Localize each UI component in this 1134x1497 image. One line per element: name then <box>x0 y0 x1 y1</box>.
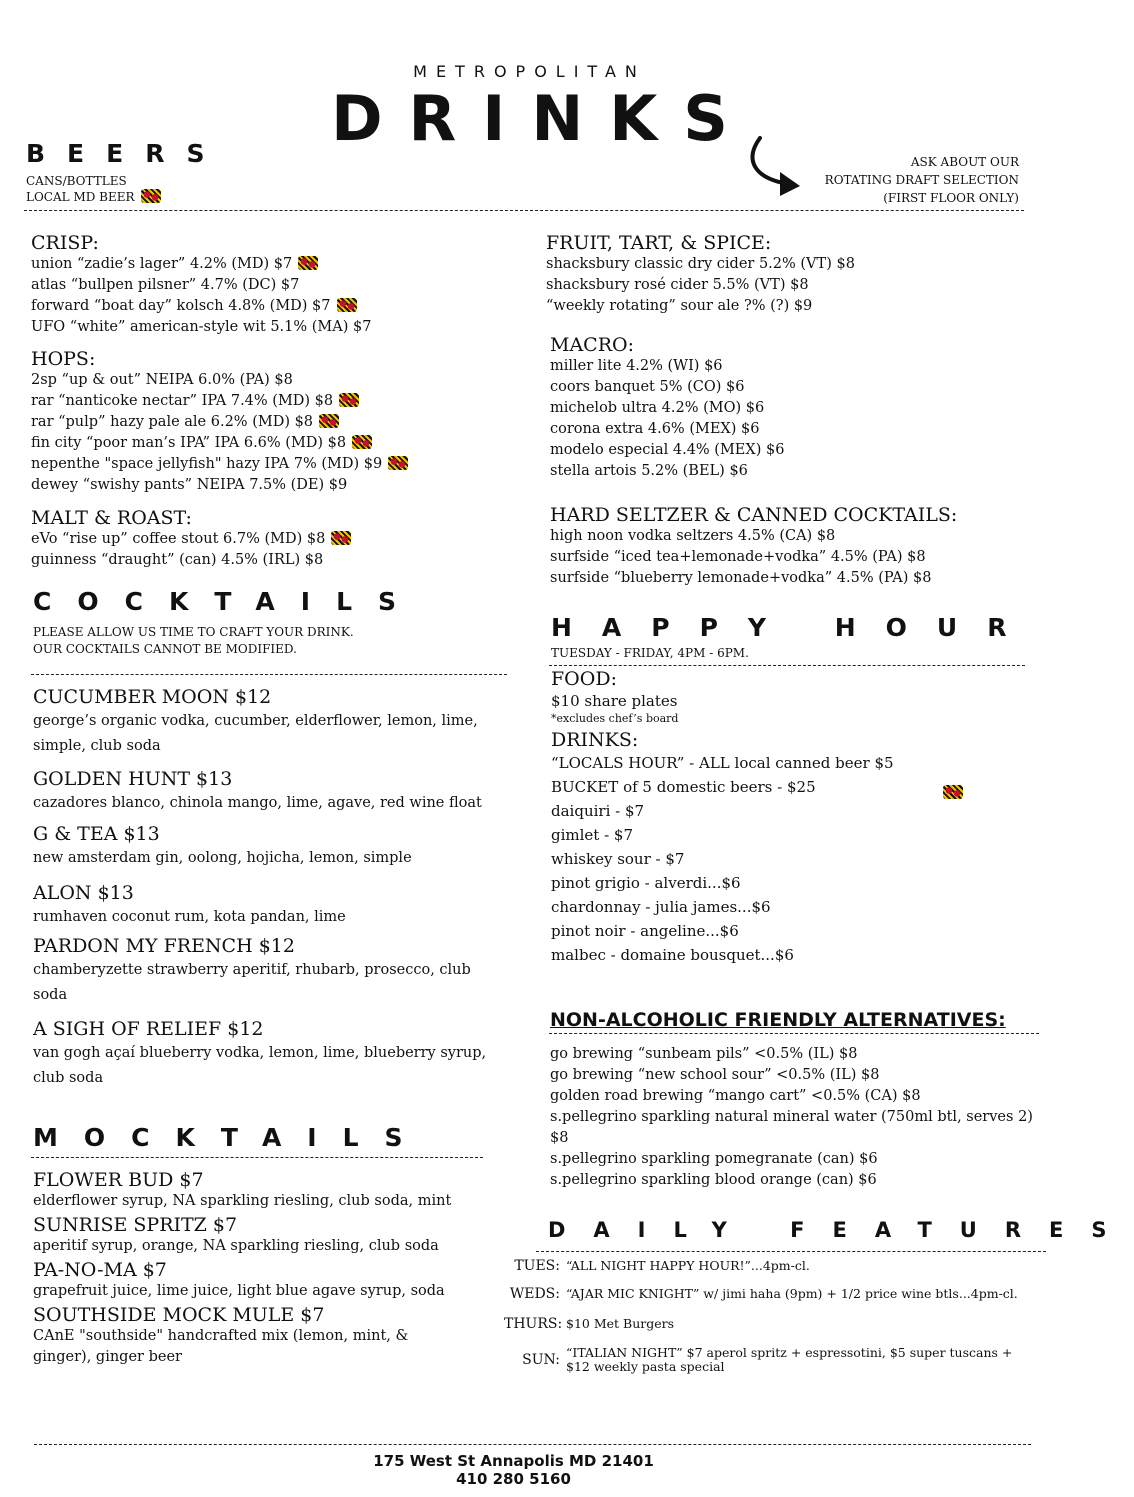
list-item <box>550 1107 1040 1149</box>
list-item <box>550 377 1040 398</box>
cocktails-notes <box>33 624 354 658</box>
item-text: “LOCALS HOUR” - ALL local canned beer $5 <box>551 754 894 772</box>
macro-block <box>550 334 1040 482</box>
list-item <box>550 568 1040 589</box>
daily-features-list <box>504 1258 1021 1374</box>
cocktail-name: PARDON MY FRENCH $12 <box>33 935 295 957</box>
cocktail-name: CUCUMBER MOON $12 <box>33 686 272 708</box>
cocktail-item <box>33 822 503 871</box>
cocktail-item <box>33 1017 503 1091</box>
cocktails-note: OUR COCKTAILS CANNOT BE MODIFIED. <box>33 642 297 656</box>
item-text: forward “boat day” kolsch 4.8% (MD) $7 <box>31 298 331 314</box>
beers-notes <box>26 173 161 205</box>
cocktails-list <box>33 685 503 1091</box>
item-text: eVo “rise up” coffee stout 6.7% (MD) $8 <box>31 531 326 547</box>
macro-title: MACRO: <box>550 334 634 356</box>
mocktail-description: CAnE "southside" handcrafted mix (lemon, mint, & ginger), ginger beer <box>33 1328 409 1365</box>
beers-note-cans: CANS/BOTTLES <box>26 174 127 188</box>
seltzer-block <box>550 504 1040 589</box>
list-item <box>551 823 1041 847</box>
daily-features-divider <box>536 1251 1046 1252</box>
mocktail-name: FLOWER BUD $7 <box>33 1169 204 1191</box>
feature-row <box>504 1316 1021 1332</box>
page-title: DRINKS <box>331 82 754 155</box>
item-text: 2sp “up & out” NEIPA 6.0% (PA) $8 <box>31 372 293 388</box>
maryland-flag-icon <box>331 531 351 545</box>
maryland-flag-icon <box>298 256 318 270</box>
mocktail-description: elderflower syrup, NA sparkling riesling, club soda, mint <box>33 1193 452 1209</box>
list-item <box>551 871 1041 895</box>
list-item <box>546 254 1036 275</box>
mocktail-item <box>33 1214 463 1257</box>
item-text: rar “pulp” hazy pale ale 6.2% (MD) $8 <box>31 414 314 430</box>
list-item <box>31 412 511 433</box>
cocktails-divider <box>31 674 507 675</box>
happy-hour-drinks-list <box>551 751 1041 967</box>
item-text: atlas “bullpen pilsner” 4.7% (DC) $7 <box>31 277 300 293</box>
mocktail-name: PA-NO-MA $7 <box>33 1259 167 1281</box>
list-item <box>550 440 1040 461</box>
list-item <box>31 275 511 296</box>
list-item <box>551 847 1041 871</box>
item-text: gimlet - $7 <box>551 826 634 844</box>
item-text: chardonnay - julia james...$6 <box>551 898 771 916</box>
malt-title: MALT & ROAST: <box>31 507 192 529</box>
mocktail-description: grapefruit juice, lime juice, light blue agave syrup, soda <box>33 1283 445 1299</box>
footer-address: 175 West St Annapolis MD 21401 <box>373 1452 654 1470</box>
cocktails-heading: COCKTAILS <box>33 587 423 616</box>
feature-day: THURS: <box>504 1316 563 1332</box>
feature-text: “ALL NIGHT HAPPY HOUR!”...4pm-cl. <box>566 1258 810 1273</box>
item-text: nepenthe "space jellyfish" hazy IPA 7% (MD) $9 <box>31 456 383 472</box>
cocktail-description: george’s organic vodka, cucumber, elderflower, lemon, lime, simple, club soda <box>33 713 478 754</box>
item-text: shacksbury classic dry cider 5.2% (VT) $8 <box>546 256 855 272</box>
item-text: dewey “swishy pants” NEIPA 7.5% (DE) $9 <box>31 477 348 493</box>
item-text: s.pellegrino sparkling natural mineral water (750ml btl, serves 2) $8 <box>550 1109 1033 1146</box>
maryland-flag-icon <box>339 393 359 407</box>
footer-phone: 410 280 5160 <box>456 1470 571 1488</box>
item-text: s.pellegrino sparkling blood orange (can) $6 <box>550 1172 877 1188</box>
list-item <box>550 1065 1040 1086</box>
item-text: whiskey sour - $7 <box>551 850 685 868</box>
list-item <box>550 1149 1040 1170</box>
cocktail-description: chamberyzette strawberry aperitif, rhubarb, prosecco, club soda <box>33 962 471 1003</box>
item-text: guinness “draught” (can) 4.5% (IRL) $8 <box>31 552 324 568</box>
maryland-flag-icon <box>319 414 339 428</box>
drinks-title: DRINKS: <box>551 729 639 751</box>
maryland-flag-icon <box>388 456 408 470</box>
footer <box>0 1452 1043 1488</box>
hops-title: HOPS: <box>31 348 96 370</box>
item-text: pinot noir - angeline...$6 <box>551 922 739 940</box>
feature-text: “AJAR MIC KNIGHT” w/ jimi haha (9pm) + 1/2 price wine btls...4pm-cl. <box>566 1286 1018 1301</box>
list-item <box>31 296 511 317</box>
item-text: BUCKET of 5 domestic beers - $25 <box>551 778 816 796</box>
beers-right-column <box>546 232 1036 317</box>
feature-row <box>504 1286 1021 1302</box>
list-item <box>31 454 511 475</box>
fruit-title: FRUIT, TART, & SPICE: <box>546 232 772 254</box>
cocktail-item <box>33 934 503 1008</box>
draft-note-line: ASK ABOUT OUR <box>910 155 1019 169</box>
crisp-title: CRISP: <box>31 232 99 254</box>
item-text: pinot grigio - alverdi...$6 <box>551 874 741 892</box>
draft-note-line: ROTATING DRAFT SELECTION <box>824 173 1019 187</box>
maryland-flag-icon <box>141 189 161 203</box>
feature-day: TUES: <box>514 1258 560 1274</box>
feature-row <box>504 1346 1021 1374</box>
happy-hour-divider <box>549 665 1025 666</box>
item-text: go brewing “new school sour” <0.5% (IL) $8 <box>550 1067 880 1083</box>
item-text: high noon vodka seltzers 4.5% (CA) $8 <box>550 528 836 544</box>
list-item <box>550 1170 1040 1191</box>
happy-hour-heading: HAPPY HOUR <box>551 613 1037 642</box>
feature-row <box>504 1258 1021 1274</box>
item-text: rar “nanticoke nectar” IPA 7.4% (MD) $8 <box>31 393 334 409</box>
item-text: malbec - domaine bousquet...$6 <box>551 946 794 964</box>
malt-list <box>31 529 511 571</box>
mocktail-name: SUNRISE SPRITZ $7 <box>33 1214 238 1236</box>
cocktail-name: ALON $13 <box>33 882 134 904</box>
crisp-list <box>31 254 511 338</box>
list-item <box>550 398 1040 419</box>
item-text: stella artois 5.2% (BEL) $6 <box>550 463 748 479</box>
feature-day: WEDS: <box>509 1286 560 1302</box>
draft-note <box>825 153 1019 207</box>
beers-left-column <box>31 232 511 571</box>
footer-divider <box>34 1444 1031 1445</box>
mocktail-item <box>33 1304 463 1368</box>
list-item <box>550 1086 1040 1107</box>
item-text: UFO “white” american-style wit 5.1% (MA) $7 <box>31 319 372 335</box>
item-text: corona extra 4.6% (MEX) $6 <box>550 421 760 437</box>
curved-arrow-icon <box>740 134 810 198</box>
maryland-flag-icon <box>943 785 963 799</box>
mocktail-item <box>33 1259 463 1302</box>
beers-heading: BEERS <box>26 139 227 168</box>
list-item <box>31 370 511 391</box>
list-item <box>550 356 1040 377</box>
list-item <box>31 254 511 275</box>
item-text: go brewing “sunbeam pils” <0.5% (IL) $8 <box>550 1046 858 1062</box>
mocktail-description: aperitif syrup, orange, NA sparkling riesling, club soda <box>33 1238 439 1254</box>
cocktail-item <box>33 881 503 930</box>
mocktail-name: SOUTHSIDE MOCK MULE $7 <box>33 1304 325 1326</box>
beers-note-local: LOCAL MD BEER <box>26 189 161 205</box>
list-item <box>31 391 511 412</box>
item-text: michelob ultra 4.2% (MO) $6 <box>550 400 765 416</box>
item-text: miller lite 4.2% (WI) $6 <box>550 358 723 374</box>
header-divider <box>24 210 1024 211</box>
cocktail-item <box>33 685 503 759</box>
item-text: modelo especial 4.4% (MEX) $6 <box>550 442 785 458</box>
cocktail-name: G & TEA $13 <box>33 823 160 845</box>
happy-hour-subtitle: TUESDAY - FRIDAY, 4PM - 6PM. <box>551 646 749 660</box>
item-text: surfside “blueberry lemonade+vodka” 4.5% (PA) $8 <box>550 570 932 586</box>
non-alcoholic-list <box>550 1044 1040 1191</box>
cocktail-description: rumhaven coconut rum, kota pandan, lime <box>33 909 346 925</box>
item-text: union “zadie’s lager” 4.2% (MD) $7 <box>31 256 293 272</box>
item-text: daiquiri - $7 <box>551 802 645 820</box>
mocktails-divider <box>31 1157 483 1158</box>
list-item <box>551 775 1041 799</box>
feature-day: SUN: <box>522 1352 560 1368</box>
list-item <box>551 751 1041 775</box>
happy-hour-body <box>551 668 1041 967</box>
daily-features-heading: DAILY FEATURES <box>548 1218 1134 1242</box>
food-title: FOOD: <box>551 668 617 690</box>
list-item <box>551 943 1041 967</box>
list-item <box>550 461 1040 482</box>
item-text: coors banquet 5% (CO) $6 <box>550 379 745 395</box>
venue-kicker: METROPOLITAN <box>413 62 646 81</box>
cocktail-name: GOLDEN HUNT $13 <box>33 768 233 790</box>
cocktail-description: new amsterdam gin, oolong, hojicha, lemon, simple <box>33 850 412 866</box>
cocktails-note: PLEASE ALLOW US TIME TO CRAFT YOUR DRINK. <box>33 625 354 639</box>
list-item <box>31 550 511 571</box>
mocktail-item <box>33 1169 463 1212</box>
item-text: shacksbury rosé cider 5.5% (VT) $8 <box>546 277 809 293</box>
list-item <box>31 475 511 496</box>
item-text: fin city “poor man’s IPA” IPA 6.6% (MD) $8 <box>31 435 347 451</box>
list-item <box>551 799 1041 823</box>
mocktails-heading: MOCKTAILS <box>33 1123 429 1152</box>
cocktail-item <box>33 767 503 816</box>
list-item <box>551 895 1041 919</box>
non-alcoholic-divider <box>549 1033 1039 1034</box>
item-text: s.pellegrino sparkling pomegranate (can) $6 <box>550 1151 878 1167</box>
mocktails-list <box>33 1169 463 1368</box>
cocktail-description: van gogh açaí blueberry vodka, lemon, lime, blueberry syrup, club soda <box>33 1045 487 1086</box>
food-note: *excludes chef’s board <box>551 712 679 725</box>
maryland-flag-icon <box>352 435 372 449</box>
list-item <box>546 275 1036 296</box>
list-item <box>550 1044 1040 1065</box>
feature-text: $10 Met Burgers <box>566 1316 675 1331</box>
item-text: golden road brewing “mango cart” <0.5% (CA) $8 <box>550 1088 921 1104</box>
hops-list <box>31 370 511 496</box>
maryland-flag-icon <box>337 298 357 312</box>
feature-text: “ITALIAN NIGHT” $7 aperol spritz + espressotini, $5 super tuscans + $12 weekly pasta special <box>566 1345 1013 1374</box>
list-item <box>550 547 1040 568</box>
seltzer-title: HARD SELTZER & CANNED COCKTAILS: <box>550 504 958 526</box>
list-item <box>31 433 511 454</box>
cocktail-name: A SIGH OF RELIEF $12 <box>33 1018 264 1040</box>
list-item <box>551 919 1041 943</box>
non-alcoholic-heading: NON-ALCOHOLIC FRIENDLY ALTERNATIVES: <box>550 1009 1006 1031</box>
list-item <box>550 419 1040 440</box>
item-text: surfside “iced tea+lemonade+vodka” 4.5% (PA) $8 <box>550 549 926 565</box>
list-item <box>31 529 511 550</box>
list-item <box>31 317 511 338</box>
cocktail-description: cazadores blanco, chinola mango, lime, agave, red wine float <box>33 795 482 811</box>
list-item <box>550 526 1040 547</box>
food-item: $10 share plates <box>551 692 678 710</box>
item-text: “weekly rotating” sour ale ?% (?) $9 <box>546 298 813 314</box>
fruit-list <box>546 254 1036 317</box>
macro-list <box>550 356 1040 482</box>
list-item <box>546 296 1036 317</box>
draft-note-line: (FIRST FLOOR ONLY) <box>883 191 1019 205</box>
seltzer-list <box>550 526 1040 589</box>
